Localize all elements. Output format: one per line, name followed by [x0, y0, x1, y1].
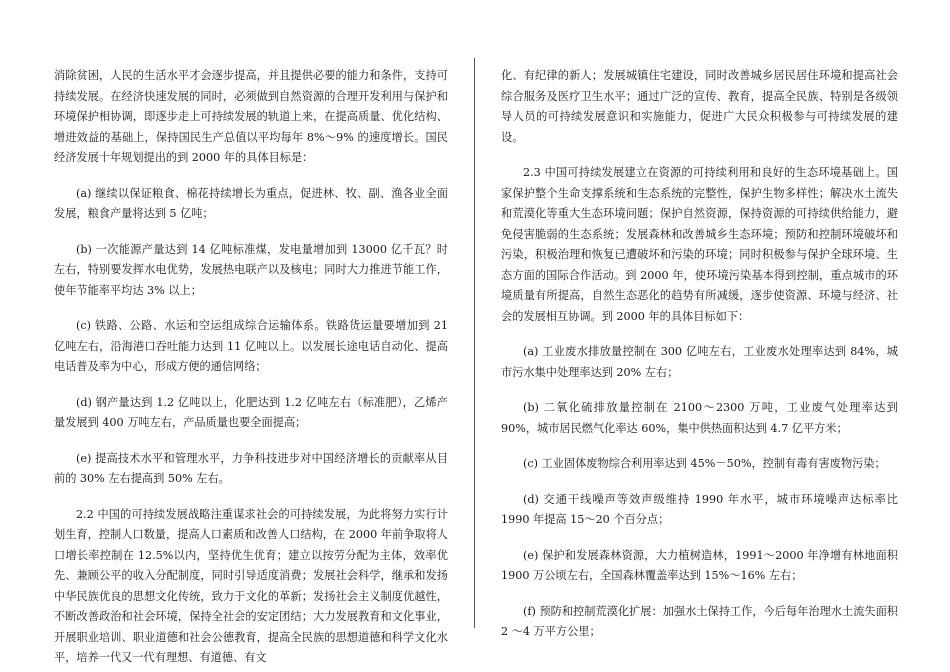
paragraph-section-2-2: 2.2 中国的可持续发展战略注重谋求社会的可持续发展，为此将努力实行计划生育，控制人口数量，提高人口素质和改善人口结构，在 2000 年前争取将人口增长率控制在 12.5%以内，坚持优生优育；建立以按劳分配为主体，效率优先、兼顾公平的收入分配制度，同时引导适度消费；发展社会科学，继承和发扬中华民族优良的思想文化传统，致力于文化的革新；发扬社会主义制度优越性，不断改善政治和社会环境，保持全社会的安定团结；大力发展教育和文化事业，开展职业培训、职业道德和社会公德教育，提高全民族的思想道德和科学文化水平，培养一代又一代有理想、有道德、有文 [54, 507, 448, 664]
paragraph-item-d-steel: (d) 钢产量达到 1.2 亿吨以上，化肥达到 1.2 亿吨左右（标准肥），乙烯产量发展到 400 万吨左右，产品质量也要全面提高； [54, 395, 448, 429]
paragraph-target-c-solid-waste: (c) 工业固体废物综合利用率达到 45%－50%，控制有毒有害废物污染； [523, 457, 886, 470]
paragraph-target-e-forest: (e) 保护和发展森林资源，大力植树造林，1991～2000 年净增有林地面积 1900 万公顷左右，全国森林覆盖率达到 15%～16% 左右； [501, 548, 898, 582]
paragraph-item-a-grain: (a) 继续以保证粮食、棉花持续增长为重点，促进林、牧、副、渔各业全面发展，粮食产量将达到 5 亿吨； [54, 186, 448, 220]
left-column [54, 66, 448, 669]
paragraph-target-a-wastewater: (a) 工业废水排放量控制在 300 亿吨左右，工业废水处理率达到 84%，城市污水集中处理率达到 20% 左右； [501, 345, 898, 379]
right-column [501, 66, 898, 643]
paragraph-target-f-desertification: (f) 预防和控制荒漠化扩展：加强水土保持工作，今后每年治理水土流失面积 2 ～4 万平方公里； [501, 604, 898, 638]
column-divider [474, 58, 475, 628]
paragraph-target-b-so2: (b) 二氧化硫排放量控制在 2100～2300 万吨，工业废气处理率达到 90%，城市居民燃气化率达 60%，集中供热面积达到 4.7 亿平方米； [501, 401, 898, 435]
paragraph-section-2-3: 2.3 中国可持续发展建立在资源的可持续利用和良好的生态环境基础上。国家保护整个生命支撑系统和生态系统的完整性，保护生物多样性；解决水土流失和荒漠化等重大生态环境问题；保护自然资源，保持资源的可持续供给能力，避免侵害脆弱的生态系统；发展森林和改善城乡生态环境；预防和控制环境破坏和污染，积极治理和恢复已遭破坏和污染的环境；同时积极参与保护全球环境、生态方面的国际合作活动。到 2000 年，使环境污染基本得到控制，重点城市的环境质量有所提高，自然生态恶化的趋势有所减缓，逐步使资源、环境与经济、社会的发展相互协调。到 2000 年的具体目标如下： [501, 166, 898, 323]
paragraph-item-e-technology: (e) 提高技术水平和管理水平，力争科技进步对中国经济增长的贡献率从目前的 30% 左右提高到 50% 左右。 [54, 451, 448, 485]
paragraph-continuation: 化、有纪律的新人；发展城镇住宅建设，同时改善城乡居民居住环境和提高社会综合服务及医疗卫生水平；通过广泛的宣传、教育，提高全民族、特别是各级领导人员的可持续发展意识和实施能力，促进广大民众积极参与可持续发展的建设。 [501, 69, 898, 144]
paragraph-item-b-energy: (b) 一次能源产量达到 14 亿吨标准煤，发电量增加到 13000 亿千瓦？时左右，特别要发挥水电优势，发展热电联产以及核电；同时大力推进节能工作，使年节能率平均达 3% 以上； [54, 242, 448, 297]
paragraph-intro: 消除贫困，人民的生活水平才会逐步提高，并且提供必要的能力和条件，支持可持续发展。在经济快速发展的同时，必须做到自然资源的合理开发利用与保护和环境保护相协调，即逐步走上可持续发展的轨道上来，在提高质量、优化结构、增进效益的基础上，保持国民生产总值以平均每年 8%～9% 的速度增长。国民经济发展十年规划提出的到 2000 年的具体目标是： [54, 69, 448, 164]
paragraph-item-c-transport: (c) 铁路、公路、水运和空运组成综合运输体系。铁路货运量要增加到 21 亿吨左右，沿海港口吞吐能力达到 11 亿吨以上。以发展长途电话自动化、提高电话普及率为中心，形成方便的通信网络； [54, 319, 448, 373]
paragraph-target-d-noise: (d) 交通干线噪声等效声级维持 1990 年水平，城市环境噪声达标率比 1990 年提高 15～20 个百分点； [501, 492, 898, 526]
